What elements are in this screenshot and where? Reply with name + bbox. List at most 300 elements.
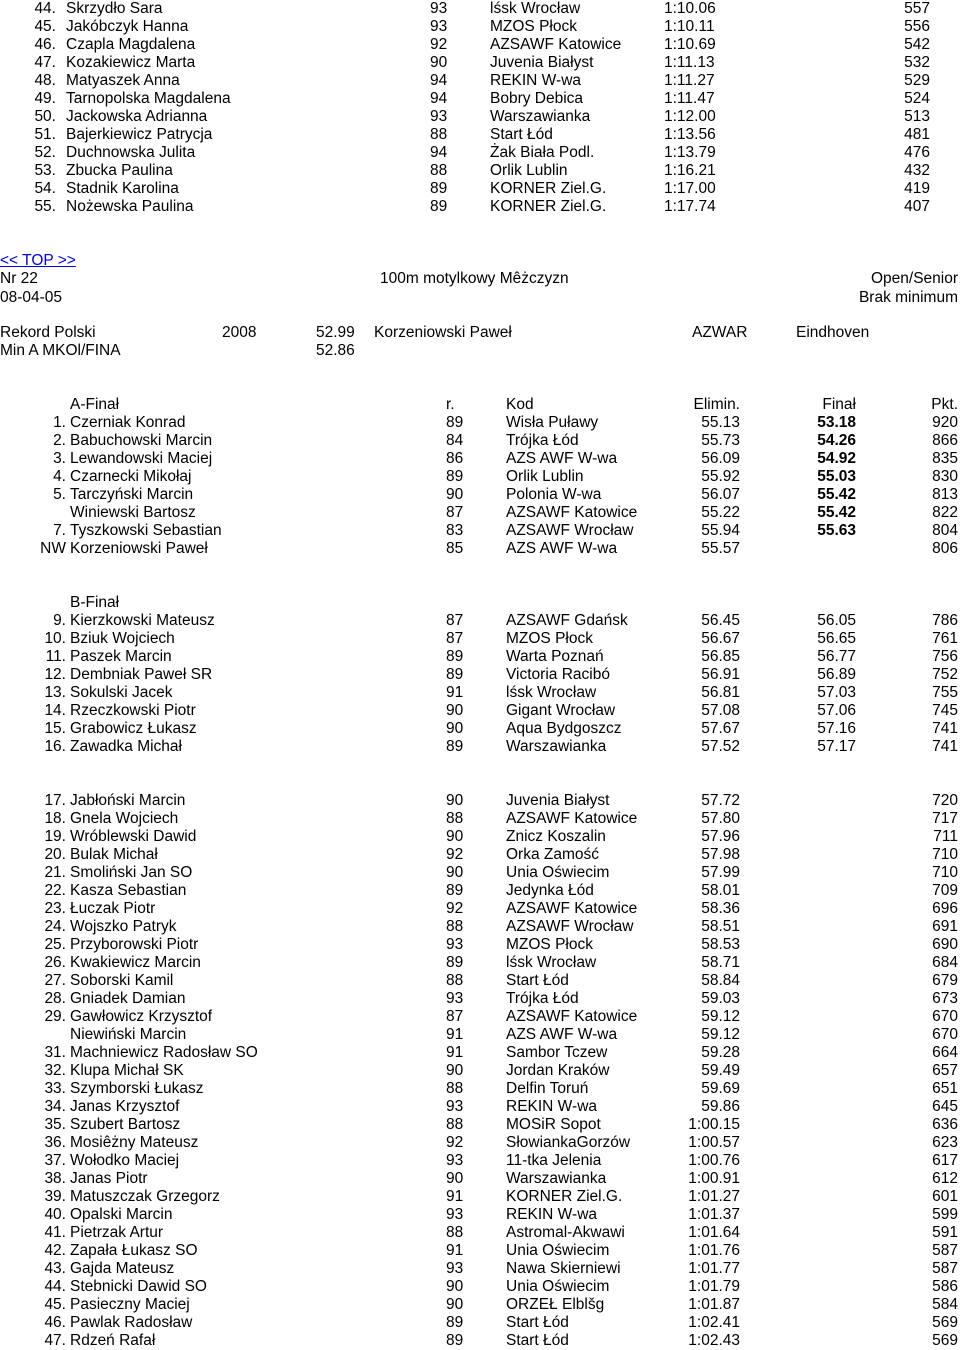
- place: 46.: [44, 1314, 66, 1331]
- place: 43.: [44, 1260, 66, 1277]
- birth-year: 91: [446, 1188, 464, 1205]
- points: 542: [904, 36, 930, 53]
- result-row: [0, 810, 960, 828]
- col-final-header: Finał: [822, 396, 856, 413]
- place: 34.: [44, 1098, 66, 1115]
- result-row: [0, 540, 960, 558]
- a-final-heading: A-Finał: [70, 396, 120, 413]
- birth-year: 93: [430, 108, 448, 125]
- points: 741: [932, 738, 958, 755]
- result-row: [0, 414, 960, 432]
- heat-time: 1:02.43: [688, 1332, 740, 1349]
- club: AZS AWF W-wa: [506, 450, 618, 467]
- heat-time: 58.84: [701, 972, 740, 989]
- swimmer-name: Pietrzak Artur: [70, 1224, 164, 1241]
- swimmer-name: Kierzkowski Mateusz: [70, 612, 215, 629]
- result-row: [0, 882, 960, 900]
- points: 623: [932, 1134, 958, 1151]
- club: Sambor Tczew: [506, 1044, 608, 1061]
- min-a-label: Min A MKOl/FINA: [0, 342, 121, 359]
- birth-year: 87: [446, 612, 464, 629]
- final-time: 54.26: [817, 432, 856, 449]
- event-minimum: Brak minimum: [858, 289, 958, 306]
- swimmer-name: Wróblewski Dawid: [70, 828, 197, 845]
- result-row: [0, 720, 960, 738]
- swimmer-name: Korzeniowski Paweł: [70, 540, 208, 557]
- club: Znicz Koszalin: [506, 828, 606, 845]
- birth-year: 90: [446, 1170, 464, 1187]
- heat-time: 56.91: [701, 666, 740, 683]
- heat-time: 1:01.37: [688, 1206, 740, 1223]
- place: 50.: [34, 108, 56, 125]
- place: 20.: [44, 846, 66, 863]
- heat-time: 56.81: [701, 684, 740, 701]
- swimmer-name: Gajda Mateusz: [70, 1260, 175, 1277]
- club: AZSAWF Wrocław: [506, 918, 634, 935]
- place: 41.: [44, 1224, 66, 1241]
- club: lśsk Wrocław: [490, 0, 581, 17]
- points: 709: [932, 882, 958, 899]
- result-row: [0, 684, 960, 702]
- heat-time: 59.03: [701, 990, 740, 1007]
- result-row: [0, 1278, 960, 1296]
- record-time: 52.99: [316, 324, 355, 341]
- heat-time: 59.86: [701, 1098, 740, 1115]
- place: 53.: [34, 162, 56, 179]
- points: 601: [932, 1188, 958, 1205]
- place: 19.: [44, 828, 66, 845]
- swimmer-name: Przyborowski Piotr: [70, 936, 199, 953]
- result-row: [0, 648, 960, 666]
- club: AZSAWF Katowice: [506, 900, 638, 917]
- swimmer-name: Mosiêżny Mateusz: [70, 1134, 199, 1151]
- birth-year: 93: [446, 990, 464, 1007]
- place: 35.: [44, 1116, 66, 1133]
- club: lśsk Wrocław: [506, 954, 597, 971]
- place: NW: [40, 540, 66, 557]
- place: 3.: [53, 450, 66, 467]
- birth-year: 88: [446, 1116, 464, 1133]
- birth-year: 89: [446, 882, 464, 899]
- heat-time: 59.12: [701, 1026, 740, 1043]
- club: Aqua Bydgoszcz: [506, 720, 622, 737]
- event-category: Open/Senior: [870, 270, 958, 287]
- swimmer-name: Łuczak Piotr: [70, 900, 156, 917]
- result-row: [0, 162, 960, 180]
- birth-year: 90: [446, 792, 464, 809]
- final-time: 56.77: [817, 648, 856, 665]
- birth-year: 94: [430, 90, 448, 107]
- place: 54.: [34, 180, 56, 197]
- points: 612: [932, 1170, 958, 1187]
- result-row: [0, 468, 960, 486]
- club: AZSAWF Katowice: [490, 36, 622, 53]
- points: 830: [932, 468, 958, 485]
- place: 28.: [44, 990, 66, 1007]
- club: Orlik Lublin: [490, 162, 568, 179]
- birth-year: 88: [446, 972, 464, 989]
- place: 17.: [44, 792, 66, 809]
- swimmer-name: Soborski Kamil: [70, 972, 174, 989]
- time: 1:12.00: [664, 108, 716, 125]
- swimmer-name: Gawłowicz Krzysztof: [70, 1008, 213, 1025]
- points: 591: [932, 1224, 958, 1241]
- club: Start Łód: [506, 1332, 569, 1349]
- club: Polonia W-wa: [506, 486, 602, 503]
- club: KORNER Ziel.G.: [490, 180, 607, 197]
- heat-time: 58.71: [701, 954, 740, 971]
- birth-year: 92: [446, 900, 464, 917]
- result-row: [0, 630, 960, 648]
- result-row: [0, 198, 960, 216]
- result-row: [0, 72, 960, 90]
- club: REKIN W-wa: [506, 1098, 598, 1115]
- swimmer-name: Zapała Łukasz SO: [70, 1242, 198, 1259]
- place: 16.: [44, 738, 66, 755]
- birth-year: 89: [446, 1314, 464, 1331]
- points: 690: [932, 936, 958, 953]
- club: Start Łód: [490, 126, 553, 143]
- result-row: [0, 1026, 960, 1044]
- result-row: [0, 1314, 960, 1332]
- time: 1:17.74: [664, 198, 716, 215]
- place: 40.: [44, 1206, 66, 1223]
- points: 711: [933, 828, 958, 845]
- points: 569: [932, 1332, 958, 1349]
- points: 920: [932, 414, 958, 431]
- swimmer-name: Wojszko Patryk: [70, 918, 177, 935]
- points: 584: [932, 1296, 958, 1313]
- heat-time: 1:01.76: [688, 1242, 740, 1259]
- points: 761: [932, 630, 958, 647]
- heat-time: 1:00.15: [688, 1116, 740, 1133]
- heat-time: 57.67: [701, 720, 740, 737]
- record-holder: Korzeniowski Paweł: [374, 324, 512, 341]
- result-row: [0, 108, 960, 126]
- birth-year: 90: [446, 1062, 464, 1079]
- swimmer-name: Tarnopolska Magdalena: [66, 90, 231, 107]
- club: Bobry Debica: [490, 90, 584, 107]
- points: 752: [932, 666, 958, 683]
- place: 45.: [44, 1296, 66, 1313]
- top-link[interactable]: << TOP >>: [0, 252, 76, 269]
- heat-time: 58.01: [701, 882, 740, 899]
- place: 13.: [44, 684, 66, 701]
- birth-year: 90: [446, 864, 464, 881]
- points: 419: [904, 180, 930, 197]
- birth-year: 93: [446, 936, 464, 953]
- birth-year: 88: [446, 1080, 464, 1097]
- birth-year: 87: [446, 504, 464, 521]
- swimmer-name: Szubert Bartosz: [70, 1116, 181, 1133]
- swimmer-name: Stadnik Karolina: [66, 180, 179, 197]
- place: 25.: [44, 936, 66, 953]
- swimmer-name: Gnela Wojciech: [70, 810, 179, 827]
- heat-time: 58.53: [701, 936, 740, 953]
- birth-year: 90: [430, 54, 448, 71]
- result-row: [0, 900, 960, 918]
- club: Gigant Wrocław: [506, 702, 616, 719]
- points: 657: [932, 1062, 958, 1079]
- place: 29.: [44, 1008, 66, 1025]
- birth-year: 90: [446, 486, 464, 503]
- record-label: Rekord Polski: [0, 324, 96, 341]
- swimmer-name: Gniadek Damian: [70, 990, 186, 1007]
- time: 1:17.00: [664, 180, 716, 197]
- record-year: 2008: [222, 324, 257, 341]
- club: ORZEŁ Elblšg: [506, 1296, 605, 1313]
- points: 710: [932, 864, 958, 881]
- club: Warszawianka: [506, 738, 607, 755]
- club: Jordan Kraków: [506, 1062, 610, 1079]
- swimmer-name: Jakóbczyk Hanna: [66, 18, 189, 35]
- swimmer-name: Opalski Marcin: [70, 1206, 173, 1223]
- birth-year: 88: [430, 126, 448, 143]
- result-row: [0, 1188, 960, 1206]
- place: 52.: [34, 144, 56, 161]
- swimmer-name: Bziuk Wojciech: [70, 630, 175, 647]
- result-row: [0, 126, 960, 144]
- final-time: 56.05: [817, 612, 856, 629]
- heat-time: 1:01.64: [688, 1224, 740, 1241]
- result-row: [0, 1062, 960, 1080]
- club: Trójka Łód: [506, 990, 579, 1007]
- result-row: [0, 846, 960, 864]
- points: 617: [932, 1152, 958, 1169]
- club: Unia Oświecim: [506, 1242, 610, 1259]
- result-row: [0, 54, 960, 72]
- birth-year: 93: [446, 1206, 464, 1223]
- result-row: [0, 702, 960, 720]
- club: KORNER Ziel.G.: [506, 1188, 623, 1205]
- club: AZS AWF W-wa: [506, 1026, 618, 1043]
- place: 55.: [34, 198, 56, 215]
- swimmer-name: Czerniak Konrad: [70, 414, 186, 431]
- heat-time: 1:01.77: [688, 1260, 740, 1277]
- club: MOSiR Sopot: [506, 1116, 601, 1133]
- col-points-header: Pkt.: [931, 396, 958, 413]
- swimmer-name: Grabowicz Łukasz: [70, 720, 197, 737]
- club: MZOS Płock: [506, 630, 593, 647]
- final-time: 57.03: [817, 684, 856, 701]
- place: 18.: [44, 810, 66, 827]
- club: lśsk Wrocław: [506, 684, 597, 701]
- heat-time: 55.57: [701, 540, 740, 557]
- event-date: 08-04-05: [0, 289, 63, 306]
- place: 36.: [44, 1134, 66, 1151]
- b-final-heading: B-Finał: [70, 594, 120, 611]
- heat-time: 56.09: [701, 450, 740, 467]
- club: REKIN W-wa: [506, 1206, 598, 1223]
- place: 42.: [44, 1242, 66, 1259]
- time: 1:11.47: [664, 90, 715, 107]
- result-row: [0, 144, 960, 162]
- swimmer-name: Rzeczkowski Piotr: [70, 702, 196, 719]
- result-row: [0, 504, 960, 522]
- result-row: [0, 1242, 960, 1260]
- club: Żak Biała Podl.: [490, 144, 595, 161]
- points: 481: [904, 126, 930, 143]
- place: 11.: [45, 648, 66, 665]
- club: Wisła Puławy: [506, 414, 599, 431]
- club: Start Łód: [506, 1314, 569, 1331]
- club: Victoria Racibó: [506, 666, 610, 683]
- heat-time: 55.22: [701, 504, 740, 521]
- final-time: 56.65: [817, 630, 856, 647]
- swimmer-name: Matuszczak Grzegorz: [70, 1188, 220, 1205]
- swimmer-name: Pasieczny Maciej: [70, 1296, 190, 1313]
- place: 1.: [53, 414, 66, 431]
- points: 866: [932, 432, 958, 449]
- club: Jedynka Łód: [506, 882, 594, 899]
- swimmer-name: Jabłoński Marcin: [70, 792, 186, 809]
- birth-year: 90: [446, 1296, 464, 1313]
- birth-year: 89: [446, 954, 464, 971]
- min-a-time: 52.86: [316, 342, 355, 359]
- birth-year: 93: [430, 18, 448, 35]
- final-time: 55.42: [817, 486, 856, 503]
- place: 38.: [44, 1170, 66, 1187]
- birth-year: 92: [446, 846, 464, 863]
- place: 48.: [34, 72, 56, 89]
- place: 47.: [44, 1332, 66, 1349]
- place: 31.: [44, 1044, 66, 1061]
- heat-time: 1:01.27: [688, 1188, 740, 1205]
- birth-year: 93: [446, 1260, 464, 1277]
- result-row: [0, 1080, 960, 1098]
- final-time: 56.89: [817, 666, 856, 683]
- points: 599: [932, 1206, 958, 1223]
- birth-year: 90: [446, 720, 464, 737]
- heat-time: 59.12: [701, 1008, 740, 1025]
- place: 7.: [53, 522, 66, 539]
- birth-year: 89: [446, 1332, 464, 1349]
- points: 636: [932, 1116, 958, 1133]
- birth-year: 87: [446, 1008, 464, 1025]
- heat-time: 57.98: [701, 846, 740, 863]
- place: 44.: [34, 0, 56, 17]
- points: 407: [904, 198, 930, 215]
- birth-year: 88: [446, 810, 464, 827]
- place: 9.: [53, 612, 66, 629]
- event-number: Nr 22: [0, 270, 38, 287]
- swimmer-name: Matyaszek Anna: [66, 72, 180, 89]
- points: 786: [932, 612, 958, 629]
- heat-time: 58.36: [701, 900, 740, 917]
- result-row: [0, 990, 960, 1008]
- birth-year: 87: [446, 630, 464, 647]
- club: Juvenia Białyst: [490, 54, 594, 71]
- points: 556: [904, 18, 930, 35]
- club: Trójka Łód: [506, 432, 579, 449]
- birth-year: 89: [446, 414, 464, 431]
- club: 11-tka Jelenia: [506, 1152, 602, 1169]
- heat-time: 55.73: [701, 432, 740, 449]
- heat-time: 56.67: [701, 630, 740, 647]
- result-row: [0, 918, 960, 936]
- points: 651: [932, 1080, 958, 1097]
- result-row: [0, 18, 960, 36]
- record-club: AZWAR: [692, 324, 748, 341]
- swimmer-name: Dembniak Paweł SR: [70, 666, 213, 683]
- result-row: [0, 1332, 960, 1350]
- swimmer-name: Tarczyński Marcin: [70, 486, 194, 503]
- place: 23.: [44, 900, 66, 917]
- heat-time: 55.92: [701, 468, 740, 485]
- birth-year: 88: [446, 918, 464, 935]
- result-row: [0, 954, 960, 972]
- time: 1:10.06: [664, 0, 716, 17]
- birth-year: 89: [446, 648, 464, 665]
- place: 51.: [34, 126, 56, 143]
- swimmer-name: Jackowska Adrianna: [66, 108, 208, 125]
- place: 5.: [53, 486, 66, 503]
- result-row: [0, 180, 960, 198]
- club: Warszawianka: [490, 108, 591, 125]
- event-title: 100m motylkowy Mêżczyzn: [380, 270, 569, 287]
- points: 586: [932, 1278, 958, 1295]
- birth-year: 93: [446, 1098, 464, 1115]
- place: 10.: [44, 630, 66, 647]
- points: 813: [932, 486, 958, 503]
- result-row: [0, 1098, 960, 1116]
- points: 524: [904, 90, 930, 107]
- birth-year: 89: [446, 738, 464, 755]
- birth-year: 90: [446, 828, 464, 845]
- result-row: [0, 1152, 960, 1170]
- points: 587: [932, 1242, 958, 1259]
- swimmer-name: Machniewicz Radosław SO: [70, 1044, 258, 1061]
- points: 806: [932, 540, 958, 557]
- result-row: [0, 666, 960, 684]
- heat-time: 59.28: [701, 1044, 740, 1061]
- birth-year: 92: [446, 1134, 464, 1151]
- final-time: 55.42: [817, 504, 856, 521]
- final-time: 55.03: [817, 468, 856, 485]
- points: 557: [904, 0, 930, 17]
- heat-time: 59.49: [701, 1062, 740, 1079]
- club: MZOS Płock: [506, 936, 593, 953]
- place: 14.: [44, 702, 66, 719]
- result-row: [0, 1206, 960, 1224]
- heat-time: 55.13: [701, 414, 740, 431]
- birth-year: 89: [446, 666, 464, 683]
- place: 22.: [44, 882, 66, 899]
- result-row: [0, 792, 960, 810]
- swimmer-name: Kwakiewicz Marcin: [70, 954, 201, 971]
- club: AZSAWF Katowice: [506, 810, 638, 827]
- birth-year: 90: [446, 1278, 464, 1295]
- final-time: 54.92: [817, 450, 856, 467]
- points: 835: [932, 450, 958, 467]
- birth-year: 88: [430, 162, 448, 179]
- points: 720: [932, 792, 958, 809]
- time: 1:13.79: [664, 144, 716, 161]
- place: 45.: [34, 18, 56, 35]
- birth-year: 90: [446, 702, 464, 719]
- place: 26.: [44, 954, 66, 971]
- final-time: 57.17: [817, 738, 856, 755]
- result-row: [0, 1170, 960, 1188]
- swimmer-name: Winiewski Bartosz: [70, 504, 196, 521]
- points: 679: [932, 972, 958, 989]
- points: 670: [932, 1026, 958, 1043]
- heat-time: 57.96: [701, 828, 740, 845]
- birth-year: 94: [430, 72, 448, 89]
- result-row: [0, 432, 960, 450]
- place: 47.: [34, 54, 56, 71]
- birth-year: 93: [446, 1152, 464, 1169]
